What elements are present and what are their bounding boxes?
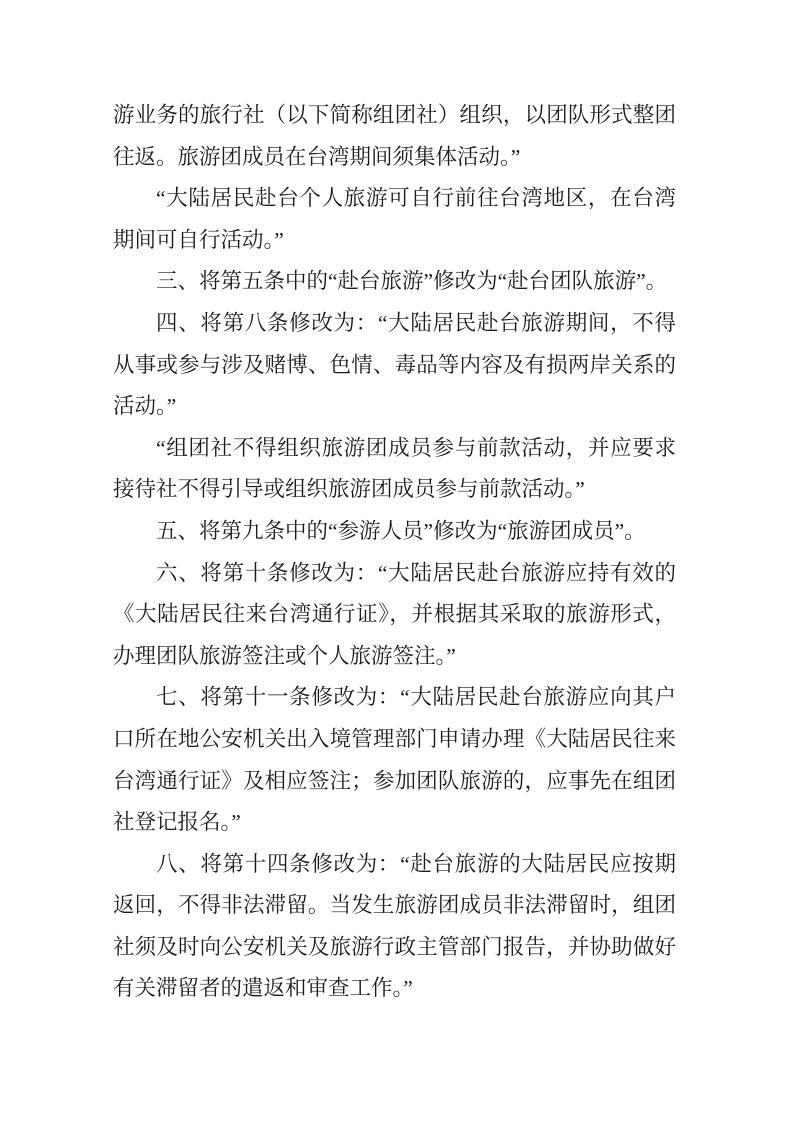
text-line: 从事或参与涉及赌博、色情、毒品等内容及有损两岸关系的 <box>113 352 676 377</box>
text-line: 三、将第五条中的“赴台旅游”修改为“赴台团队旅游”。 <box>156 269 668 294</box>
document-text-block <box>113 95 676 1010</box>
text-line: 返回，不得非法滞留。当发生旅游团成员非法滞留时，组团 <box>113 893 676 918</box>
text-line: 四、将第八条修改为：“大陆居民赴台旅游期间，不得 <box>156 310 676 335</box>
text-line: 七、将第十一条修改为：“大陆居民赴台旅游应向其户 <box>156 685 676 710</box>
text-line: 六、将第十条修改为：“大陆居民赴台旅游应持有效的 <box>156 560 676 585</box>
text-line: 往返。旅游团成员在台湾期间须集体活动。” <box>113 144 521 169</box>
text-line: 八、将第十四条修改为：“赴台旅游的大陆居民应按期 <box>156 851 676 876</box>
text-line: “大陆居民赴台个人旅游可自行前往台湾地区，在台湾 <box>156 186 676 211</box>
text-line: 游业务的旅行社（以下简称组团社）组织，以团队形式整团 <box>113 103 676 127</box>
text-line: 台湾通行证》及相应签注；参加团队旅游的，应事先在组团 <box>113 768 676 793</box>
text-line: 社登记报名。” <box>113 810 241 835</box>
text-line: “组团社不得组织旅游团成员参与前款活动，并应要求 <box>156 435 676 460</box>
text-line: 《大陆居民往来台湾通行证》，并根据其采取的旅游形式， <box>113 602 676 627</box>
text-line: 期间可自行活动。” <box>113 227 284 252</box>
text-line: 社须及时向公安机关及旅游行政主管部门报告，并协助做好 <box>113 934 676 959</box>
text-line: 接待社不得引导或组织旅游团成员参与前款活动。” <box>113 477 585 502</box>
text-line: 活动。” <box>113 394 177 419</box>
text-line: 办理团队旅游签注或个人旅游签注。” <box>113 643 456 668</box>
text-line: 口所在地公安机关出入境管理部门申请办理《大陆居民往来 <box>113 726 676 751</box>
text-line: 有关滞留者的遣返和审查工作。” <box>113 976 413 1001</box>
text-line: 五、将第九条中的“参游人员”修改为“旅游团成员”。 <box>156 518 646 543</box>
